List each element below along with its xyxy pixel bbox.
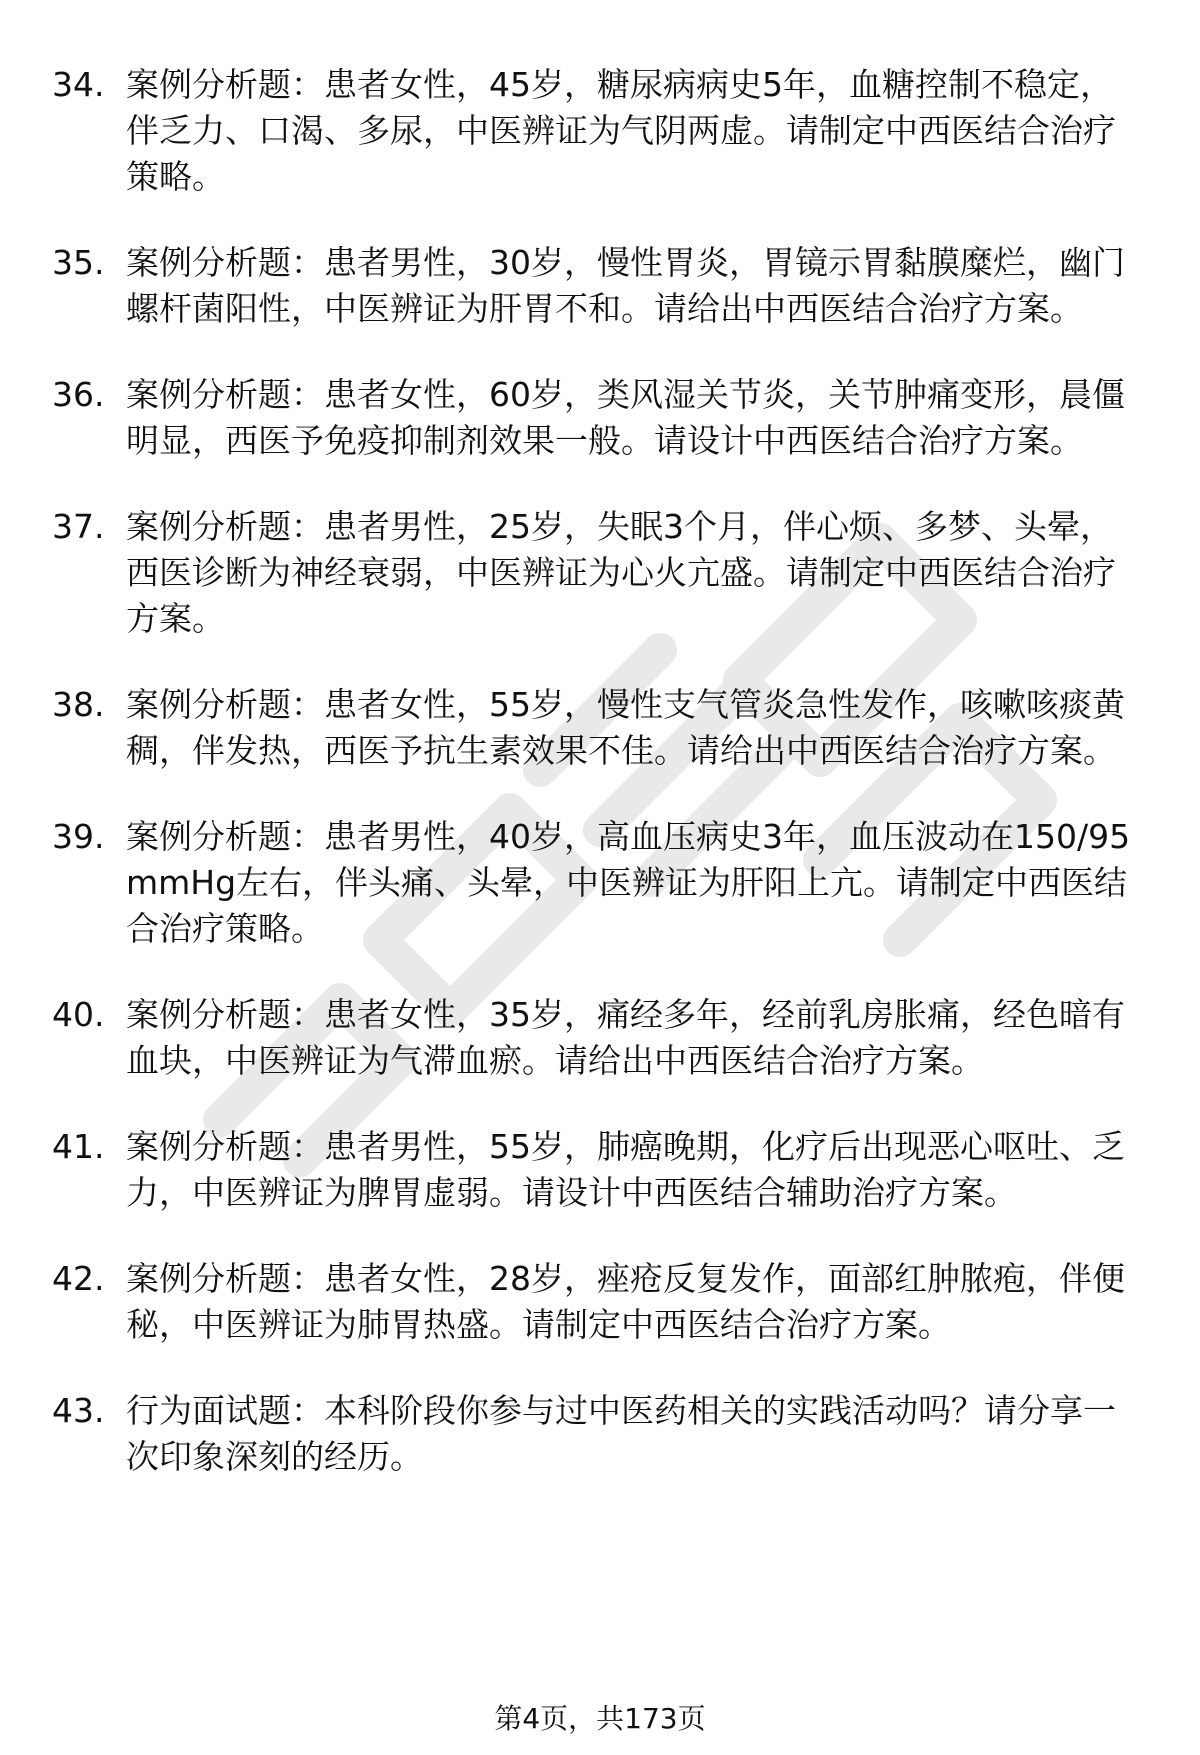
question-number: 43. bbox=[52, 1391, 105, 1430]
question-number: 42. bbox=[52, 1259, 105, 1298]
question-item bbox=[52, 1388, 1144, 1480]
page-footer: 第4页，共173页 bbox=[494, 1702, 706, 1735]
question-text: 案例分析题：患者男性，30岁，慢性胃炎，胃镜示胃黏膜糜烂，幽门螺杆菌阳性，中医辨证为肝胃不和。请给出中西医结合治疗方案。 bbox=[126, 243, 1125, 328]
question-text: 案例分析题：患者男性，25岁，失眠3个月，伴心烦、多梦、头晕，西医诊断为神经衰弱，中医辨证为心火亢盛。请制定中西医结合治疗方案。 bbox=[126, 507, 1116, 638]
question-item bbox=[52, 62, 1144, 200]
question-item bbox=[52, 504, 1144, 642]
question-number: 39. bbox=[52, 817, 105, 856]
question-number: 35. bbox=[52, 243, 105, 282]
question-item bbox=[52, 682, 1144, 774]
question-item bbox=[52, 372, 1144, 464]
question-number: 36. bbox=[52, 375, 105, 414]
question-text: 案例分析题：患者女性，60岁，类风湿关节炎，关节肿痛变形，晨僵明显，西医予免疫抑制剂效果一般。请设计中西医结合治疗方案。 bbox=[126, 375, 1125, 460]
question-number: 34. bbox=[52, 65, 105, 104]
question-list bbox=[52, 62, 1144, 1520]
question-number: 40. bbox=[52, 995, 105, 1034]
question-text: 行为面试题：本科阶段你参与过中医药相关的实践活动吗？请分享一次印象深刻的经历。 bbox=[126, 1391, 1116, 1476]
question-item bbox=[52, 1256, 1144, 1348]
question-item bbox=[52, 992, 1144, 1084]
question-text: 案例分析题：患者女性，28岁，痤疮反复发作，面部红肿脓疱，伴便秘，中医辨证为肺胃热盛。请制定中西医结合治疗方案。 bbox=[126, 1259, 1125, 1344]
question-item bbox=[52, 240, 1144, 332]
question-item bbox=[52, 814, 1144, 952]
question-text: 案例分析题：患者男性，55岁，肺癌晚期，化疗后出现恶心呕吐、乏力，中医辨证为脾胃虚弱。请设计中西医结合辅助治疗方案。 bbox=[126, 1127, 1125, 1212]
question-number: 38. bbox=[52, 685, 105, 724]
question-text: 案例分析题：患者男性，40岁，高血压病史3年，血压波动在150/95mmHg左右，伴头痛、头晕，中医辨证为肝阳上亢。请制定中西医结合治疗策略。 bbox=[126, 817, 1131, 948]
question-number: 41. bbox=[52, 1127, 105, 1166]
question-item bbox=[52, 1124, 1144, 1216]
question-text: 案例分析题：患者女性，35岁，痛经多年，经前乳房胀痛，经色暗有血块，中医辨证为气滞血瘀。请给出中西医结合治疗方案。 bbox=[126, 995, 1125, 1080]
question-number: 37. bbox=[52, 507, 105, 546]
question-text: 案例分析题：患者女性，45岁，糖尿病病史5年，血糖控制不稳定，伴乏力、口渴、多尿，中医辨证为气阴两虚。请制定中西医结合治疗策略。 bbox=[126, 65, 1116, 196]
question-text: 案例分析题：患者女性，55岁，慢性支气管炎急性发作，咳嗽咳痰黄稠，伴发热，西医予抗生素效果不佳。请给出中西医结合治疗方案。 bbox=[126, 685, 1125, 770]
